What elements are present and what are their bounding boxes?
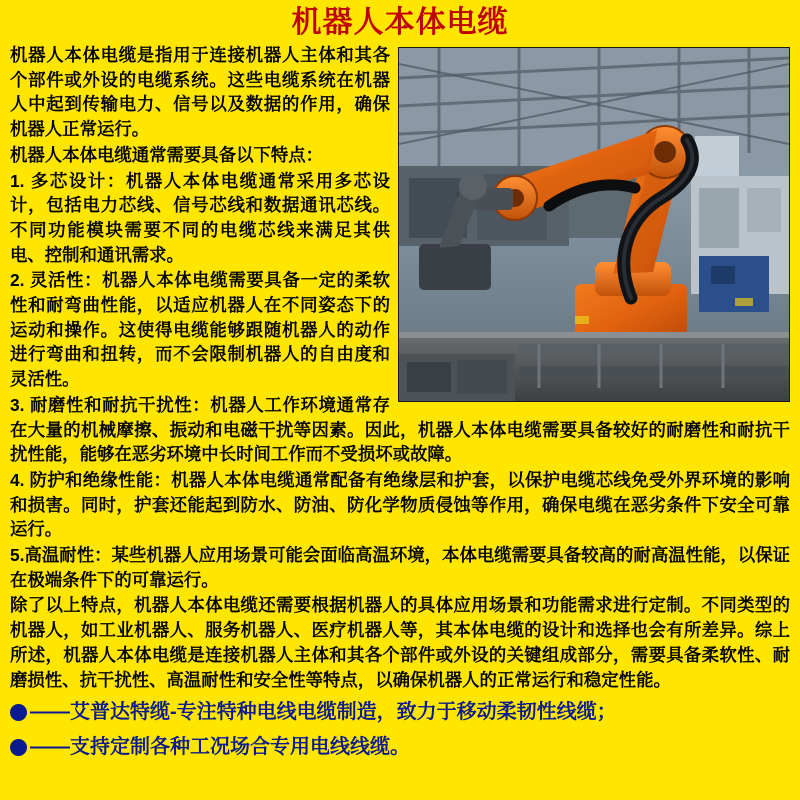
footer-line-2-text: ——支持定制各种工况场合专用电线线缆。 bbox=[30, 736, 410, 758]
robot-photo-illustration bbox=[399, 48, 789, 401]
bullet-dot-icon bbox=[10, 739, 27, 756]
paragraph-4: 2. 灵活性：机器人本体电缆需要具备一定的柔软性和耐弯曲性能，以适应机器人在不同姿态下的运动和操作。这使得电缆能够跟随机器人的动作进行弯曲和扭转，而不会限制机器人的自由度和灵活性。 bbox=[10, 270, 390, 390]
paragraph-5: 3. 耐磨性和耐抗干扰性：机器人工作环境通常存在大量的机械摩擦、振动和电磁干扰等因素。因此，机器人本体电缆需要具备较好的耐磨性和耐抗干扰性能，能够在恶劣环境中长时间工作而不受损坏或故障。 bbox=[10, 394, 790, 465]
footer-line-2 bbox=[10, 735, 790, 760]
paragraph-6: 4. 防护和绝缘性能：机器人本体电缆通常配备有绝缘层和护套，以保护电缆芯线免受外界环境的影响和损害。同时，护套还能起到防水、防油、防化学物质侵蚀等作用，确保电缆在恶劣条件下安全可靠运行。 bbox=[10, 469, 790, 540]
paragraph-3: 1. 多芯设计：机器人本体电缆通常采用多芯设计，包括电力芯线、信号芯线和数据通讯芯线。不同功能模块需要不同的电缆芯线来满足其供电、控制和通讯需求。 bbox=[10, 170, 390, 265]
footer-line-1 bbox=[10, 700, 790, 725]
page-title: 机器人本体电缆 bbox=[291, 6, 509, 39]
paragraph-1: 机器人本体电缆是指用于连接机器人主体和其各个部件或外设的电缆系统。这些电缆系统在机器人中起到传输电力、信号以及数据的作用，确保机器人正常运行。 bbox=[10, 45, 390, 140]
paragraph-8: 除了以上特点，机器人本体电缆还需要根据机器人的具体应用场景和功能需求进行定制。不同类型的机器人，如工业机器人、服务机器人、医疗机器人等，其本体电缆的设计和选择也会有所差异。综上所述，机器人本体电缆是连接机器人主体和其各个部件或外设的关键组成部分，需要具备柔软性、耐磨损性、抗干扰性、高温耐性和安全性等特点，以确保机器人的正常运行和稳定性能。 bbox=[10, 595, 790, 690]
industrial-robot-arm-photo bbox=[398, 47, 790, 402]
footer-banner bbox=[0, 694, 800, 800]
article-body bbox=[0, 43, 800, 693]
footer-line-1-text: ——艾普达特缆-专注特种电线电缆制造，致力于移动柔韧性线缆； bbox=[30, 701, 617, 723]
bullet-dot-icon bbox=[10, 704, 27, 721]
paragraph-2: 机器人本体电缆通常需要具备以下特点： bbox=[10, 144, 324, 165]
paragraph-7: 5.高温耐性：某些机器人应用场景可能会面临高温环境，本体电缆需要具备较高的耐高温性能，以保证在极端条件下的可靠运行。 bbox=[10, 545, 790, 590]
